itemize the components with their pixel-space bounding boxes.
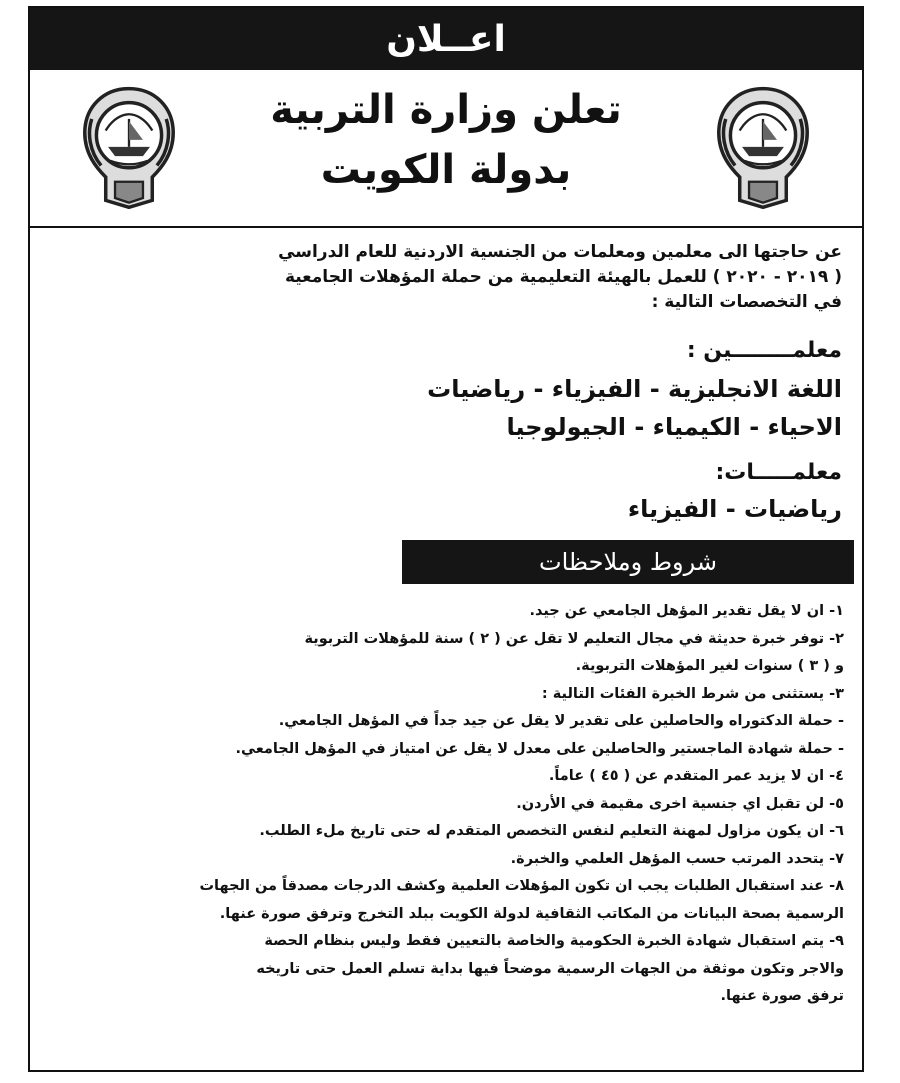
announcement-label: اعــلان	[386, 18, 506, 60]
ministry-title-line2: بدولة الكويت	[320, 147, 572, 193]
condition-line: - حملة الدكتوراه والحاصلين على تقدير لا يقل عن جيد جداً في المؤهل الجامعي.	[278, 713, 844, 729]
announcement-banner	[30, 8, 862, 70]
advertisement-frame	[28, 6, 864, 1072]
condition-line: والاجر وتكون موثقة من الجهات الرسمية موضحاً فيها بداية تسلم العمل حتى تاريخه	[256, 960, 844, 977]
male-teachers-subjects	[427, 370, 842, 446]
subjects-line: اللغة الانجليزية - الفيزياء - رياضيات	[427, 375, 842, 403]
female-teachers-label: معلمـــــات:	[715, 460, 842, 485]
subjects-line: رياضيات - الفيزياء	[627, 495, 842, 523]
conditions-heading: شروط وملاحظات	[539, 548, 717, 576]
condition-line: ٨- عند استقبال الطلبات يجب ان تكون المؤهلات العلمية وكشف الدرجات مصدقاً من الجهات	[199, 878, 844, 894]
condition-line: ٢- توفر خبرة حديثة في مجال التعليم لا تقل عن ( ٢ ) سنة للمؤهلات التربوية	[304, 630, 844, 647]
intro-line: عن حاجتها الى معلمين ومعلمات من الجنسية الاردنية للعام الدراسي	[278, 242, 842, 262]
intro-line: في التخصصات التالية :	[651, 292, 842, 312]
kuwait-emblem-icon	[704, 84, 822, 212]
condition-line: ترفق صورة عنها.	[720, 988, 844, 1004]
male-teachers-label: معلمــــــــين :	[686, 338, 842, 363]
condition-line: و ( ٣ ) سنوات لغير المؤهلات التربوية.	[575, 658, 844, 674]
condition-line: ٣- يستثنى من شرط الخبرة الفئات التالية :	[541, 685, 844, 702]
condition-line: ٧- يتحدد المرتب حسب المؤهل العلمي والخبرة.	[510, 850, 844, 867]
subjects-line: الاحياء - الكيمياء - الجيولوجيا	[506, 413, 842, 441]
ministry-header	[30, 70, 862, 228]
condition-line: الرسمية بصحة البيانات من المكاتب الثقافية لدولة الكويت ببلد التخرج وترفق صورة عنها.	[219, 905, 844, 922]
intro-paragraph	[72, 240, 842, 315]
conditions-list	[48, 598, 844, 1011]
condition-line: - حملة شهادة الماجستير والحاصلين على معدل لا يقل عن امتياز في المؤهل الجامعي.	[235, 740, 844, 757]
conditions-heading-bar	[402, 540, 854, 584]
condition-line: ٤- ان لا يزيد عمر المتقدم عن ( ٤٥ ) عاماً.	[548, 768, 844, 784]
condition-line: ٦- ان يكون مزاول لمهنة التعليم لنفس التخصص المتقدم له حتى تاريخ ملء الطلب.	[259, 823, 844, 839]
condition-line: ١- ان لا يقل تقدير المؤهل الجامعي عن جيد.	[529, 603, 844, 619]
condition-line: ٥- لن تقبل اي جنسية اخرى مقيمة في الأردن.	[516, 795, 844, 812]
ministry-title-line1: تعلن وزارة التربية	[270, 87, 622, 133]
intro-line: ( ٢٠١٩ - ٢٠٢٠ ) للعمل بالهيئة التعليمية من حملة المؤهلات الجامعية	[284, 267, 842, 287]
condition-line: ٩- يتم استقبال شهادة الخبرة الحكومية والخاصة بالتعيين فقط وليس بنظام الحصة	[264, 933, 844, 949]
female-teachers-subjects	[628, 490, 842, 528]
